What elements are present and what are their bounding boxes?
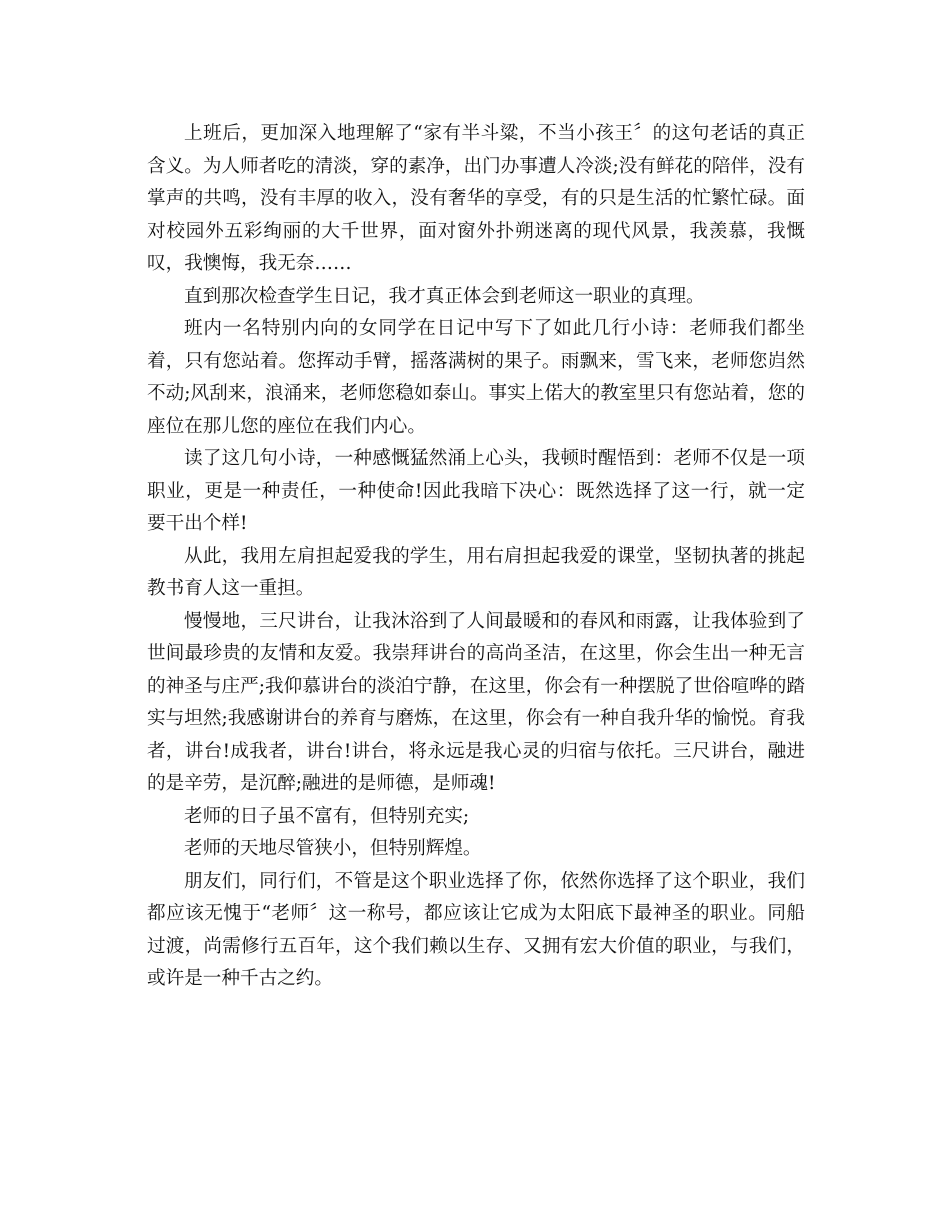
paragraph: 读了这几句小诗，一种感慨猛然涌上心头，我顿时醒悟到：老师不仅是一项职业，更是一种责任，一种使命!因此我暗下决心：既然选择了这一行，就一定要干出个样! [147,448,805,534]
paragraph: 老师的日子虽不富有，但特别充实; [184,805,470,827]
paragraph: 朋友们，同行们，不管是这个职业选择了你，依然你选择了这个职业，我们都应该无愧于“老师〞这一称号，都应该让它成为太阳底下最神圣的职业。同船过渡，尚需修行五百年，这个我们赖以生存、又拥有宏大价值的职业，与我们，或许是一种千古之约。 [147,870,805,989]
paragraph: 班内一名特别内向的女同学在日记中写下了如此几行小诗：老师我们都坐着，只有您站着。您挥动手臂，摇落满树的果子。雨飘来，雪飞来，老师您岿然不动;风刮来，浪涌来，老师您稳如泰山。事实上偌大的教室里只有您站着，您的座位在那儿您的座位在我们内心。 [147,318,805,437]
paragraph: 从此，我用左肩担起爱我的学生，用右肩担起我爱的课堂，坚韧执著的挑起教书育人这一重担。 [147,545,805,599]
document-body [147,118,805,996]
paragraph: 慢慢地，三尺讲台，让我沐浴到了人间最暖和的春风和雨露，让我体验到了世间最珍贵的友情和友爱。我崇拜讲台的高尚圣洁，在这里，你会生出一种无言的神圣与庄严;我仰慕讲台的淡泊宁静，在这里，你会有一种摆脱了世俗喧哗的踏实与坦然;我感谢讲台的养育与磨炼，在这里，你会有一种自我升华的愉悦。育我者，讲台!成我者，讲台!讲台，将永远是我心灵的归宿与依托。三尺讲台，融进的是辛劳，是沉醉;融进的是师德，是师魂! [147,610,805,794]
paragraph: 上班后，更加深入地理解了“家有半斗粱，不当小孩王〞的这句老话的真正含义。为人师者吃的清淡，穿的素净，出门办事遭人冷淡;没有鲜花的陪伴，没有掌声的共鸣，没有丰厚的收入，没有奢华的享受，有的只是生活的忙繁忙碌。面对校园外五彩绚丽的大千世界，面对窗外扑朔迷离的现代风景，我羡慕，我慨叹，我懊悔，我无奈…… [147,123,805,274]
paragraph: 直到那次检查学生日记，我才真正体会到老师这一职业的真理。 [184,285,705,307]
paragraph: 老师的天地尽管狭小，但特别辉煌。 [184,838,482,859]
